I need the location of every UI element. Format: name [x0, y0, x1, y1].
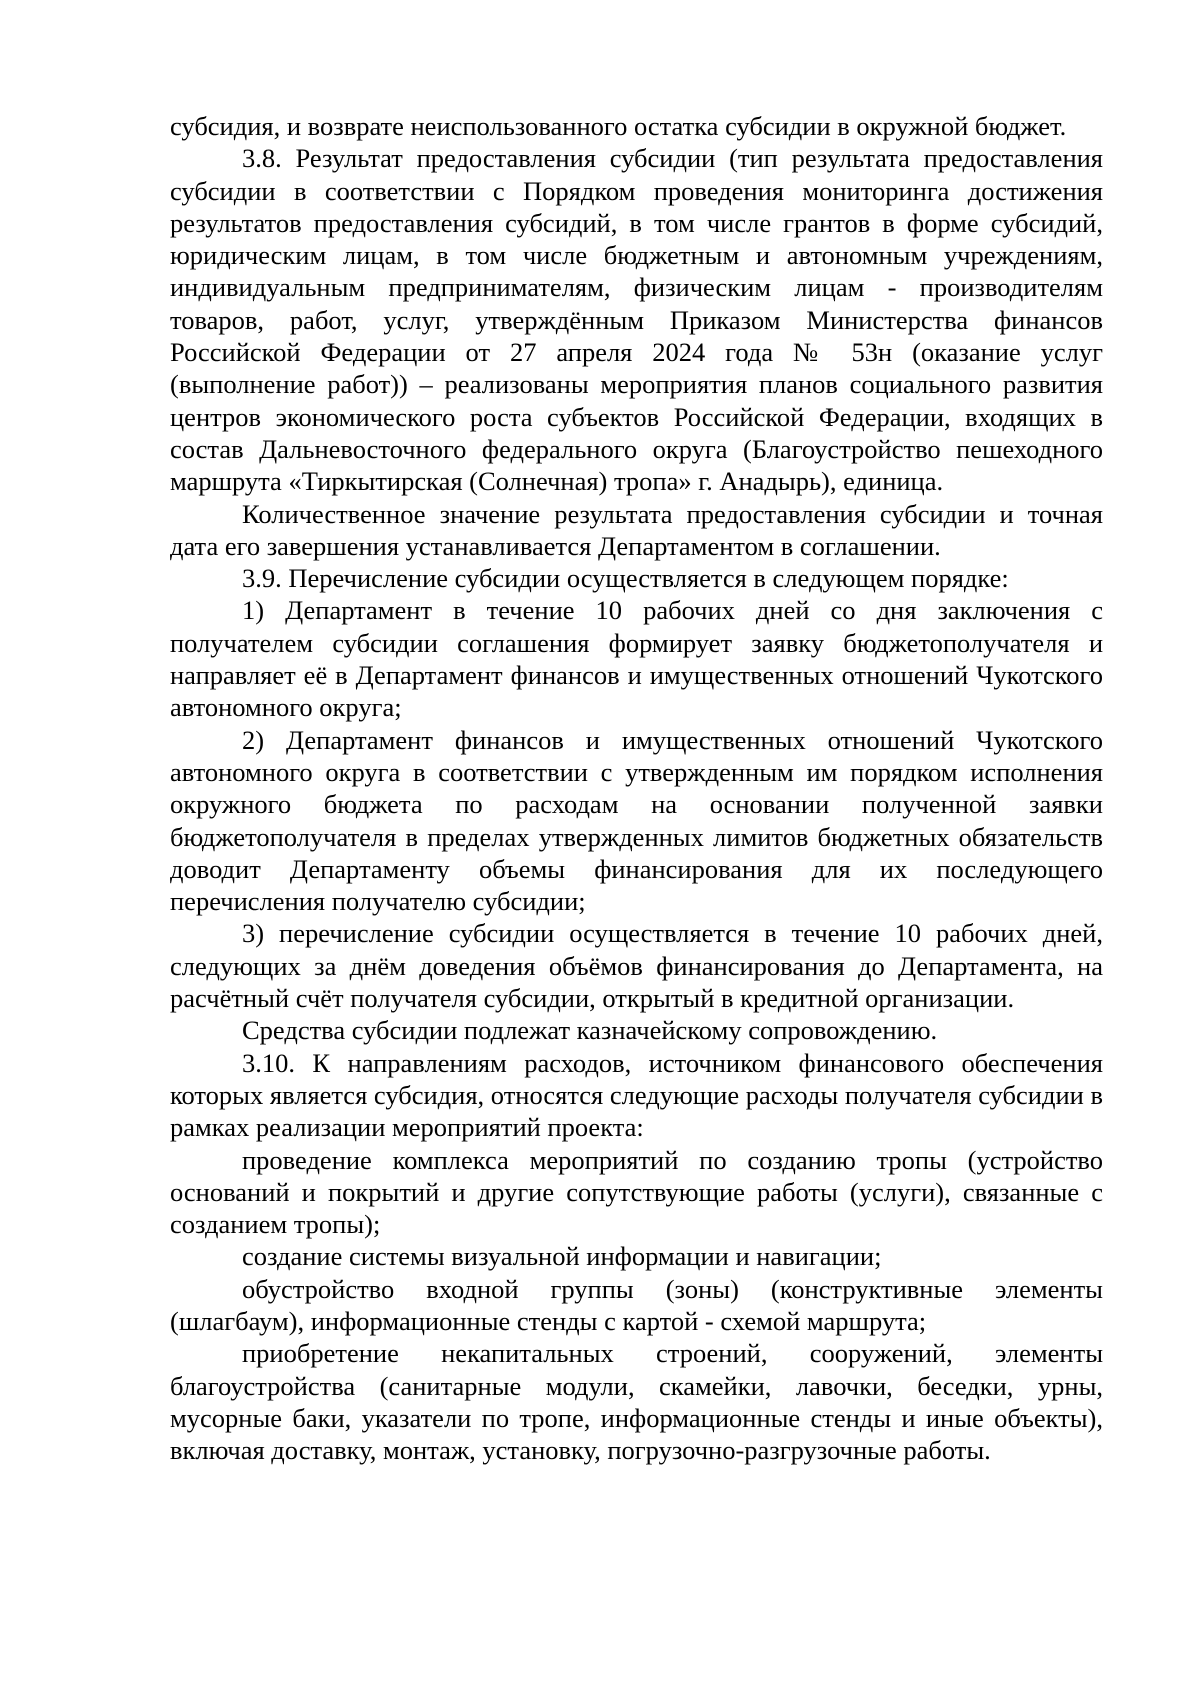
paragraph-3-10: 3.10. К направлениям расходов, источником финансового обеспечения которых является субсидия, относятся следующие расходы получателя субсидии в рамках реализации мероприятий проекта:	[170, 1047, 1103, 1143]
expense-item-structures: приобретение некапитальных строений, сооружений, элементы благоустройства (санитарные модули, скамейки, лавочки, беседки, урны, мусорные баки, указатели по тропе, информационные стенды и иные объекты), включая доставку, монтаж, установку, погрузочно-разгрузочные работы.	[170, 1338, 1103, 1466]
list-item-3: 3) перечисление субсидии осуществляется в течение 10 рабочих дней, следующих за днём доведения объёмов финансирования до Департамента, на расчётный счёт получателя субсидии, открытый в кредитной организации.	[170, 918, 1103, 1014]
paragraph-3-9: 3.9. Перечисление субсидии осуществляется в следующем порядке:	[242, 563, 1009, 594]
list-item-2: 2) Департамент финансов и имущественных отношений Чукотского автономного округа в соответствии с утвержденным им порядком исполнения окружного бюджета по расходам на основании полученной заявки бюджетополучателя в пределах утвержденных лимитов бюджетных обязательств доводит Департаменту объемы финансирования для их последующего перечисления получателю субсидии;	[170, 724, 1103, 917]
expense-item-navigation: создание системы визуальной информации и навигации;	[242, 1241, 882, 1272]
list-item-1: 1) Департамент в течение 10 рабочих дней со дня заключения с получателем субсидии соглашения формирует заявку бюджетополучателя и направляет её в Департамент финансов и имущественных отношений Чукотского автономного округа;	[170, 595, 1103, 723]
paragraph-3-8: 3.8. Результат предоставления субсидии (тип результата предоставления субсидии в соответствии с Порядком проведения мониторинга достижения результатов предоставления субсидий, в том числе грантов в форме субсидий, юридическим лицам, в том числе бюджетным и автономным учреждениям, индивидуальным предпринимателям, физическим лицам - производителям товаров, работ, услуг, утверждённым Приказом Министерства финансов Российской Федерации от 27 апреля 2024 года № 53н (оказание услуг (выполнение работ)) – реализованы мероприятия планов социального развития центров экономического роста субъектов Российской Федерации, входящих в состав Дальневосточного федерального округа (Благоустройство пешеходного маршрута «Тиркытирская (Солнечная) тропа» г. Анадырь), единица.	[170, 143, 1103, 497]
document-body	[170, 110, 1103, 1466]
paragraph-treasury-support: Средства субсидии подлежат казначейскому сопровождению.	[242, 1015, 938, 1046]
paragraph-continuation: субсидия, и возврате неиспользованного остатка субсидии в окружной бюджет.	[170, 111, 1067, 141]
expense-item-entrance: обустройство входной группы (зоны) (конструктивные элементы (шлагбаум), информационные стенды с картой - схемой маршрута;	[170, 1273, 1103, 1336]
paragraph-quantitative-value: Количественное значение результата предоставления субсидии и точная дата его завершения устанавливается Департаментом в соглашении.	[170, 498, 1103, 561]
expense-item-trail: проведение комплекса мероприятий по созданию тропы (устройство оснований и покрытий и другие сопутствующие работы (услуги), связанные с созданием тропы);	[170, 1144, 1103, 1240]
